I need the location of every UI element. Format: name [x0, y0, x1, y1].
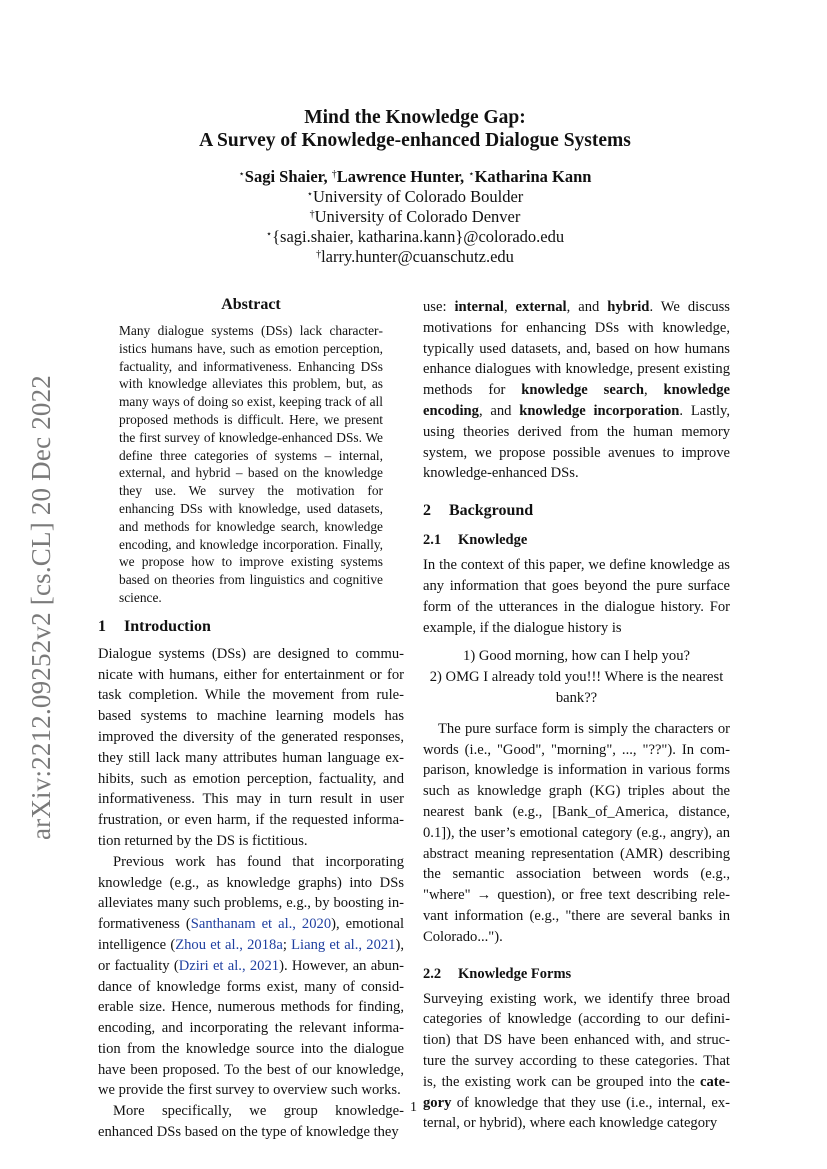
text-run: ;: [282, 936, 292, 953]
author-block: [100, 167, 730, 267]
section-title: Introduction: [124, 617, 211, 635]
section-number: 1: [98, 617, 106, 635]
intro-paragraph-3-continued: [423, 297, 730, 484]
author-kann: Katharina Kann: [474, 167, 592, 186]
affiliation-text: University of Colorado Denver: [314, 207, 521, 226]
text-run: , and: [478, 402, 520, 419]
subsection-number: 2.2: [423, 965, 442, 982]
citation-santhanam[interactable]: Santhanam et al., 2020: [190, 916, 332, 933]
intro-paragraph-2: [98, 852, 404, 1102]
title-line-2: A Survey of Knowledge-enhanced Dialogue Systems: [199, 130, 631, 151]
text-run: , and: [566, 299, 608, 315]
term-knowledge-search: knowledge search: [521, 382, 644, 399]
subsection-title: Knowledge Forms: [458, 965, 572, 982]
arxiv-id: arXiv:2212.09252v2 [cs.CL] 20 Dec 2022: [26, 374, 57, 841]
citation-zhou[interactable]: Zhou et al., 2018a: [175, 936, 283, 953]
section-background-heading: [423, 501, 730, 521]
subsection-knowledge-heading: [423, 531, 730, 549]
affiliation-text: University of Colorado Boulder: [312, 187, 524, 206]
text-run: ,: [643, 382, 664, 399]
subsection-number: 2.1: [423, 532, 442, 549]
subsection-title: Knowledge: [458, 532, 528, 549]
text-run: Surveying existing work, we identify three broad categories of knowledge (according to our definition) that DS have been enhanced with, and structure the survey according to these categories. That is, the existing work can be grouped into the: [423, 990, 730, 1090]
email-text: {sagi.shaier, katharina.kann}@colorado.edu: [272, 227, 565, 246]
subsection-knowledge-forms-heading: [423, 965, 730, 983]
email-text: larry.hunter@cuanschutz.edu: [321, 247, 514, 266]
knowledge-paragraph-1: In the context of this paper, we define knowledge as any information that goes beyond the pure surface form of the utterances in the dialogue history. For example, if the dialogue history is: [423, 557, 730, 636]
star-mark: ⋆: [306, 189, 313, 200]
text-run: use:: [423, 299, 455, 315]
arxiv-stamp: [20, 365, 64, 850]
text-run: ), or factuality (: [98, 936, 404, 974]
email-colorado: [100, 227, 730, 247]
text-run: of knowledge that they use (i.e., internal, external, or hybrid), where each knowledge category: [423, 1094, 730, 1132]
term-knowledge-incorporation: knowledge incorporation: [519, 402, 680, 419]
dialogue-line-2: 2) OMG I already told you!!! Where is the nearest bank??: [429, 669, 724, 706]
term-internal: internal: [454, 299, 504, 315]
term-external: external: [515, 299, 567, 315]
right-column: [423, 297, 730, 1134]
author-hunter: Lawrence Hunter,: [336, 167, 469, 186]
term-hybrid: hybrid: [607, 299, 650, 315]
section-title: Background: [449, 502, 534, 520]
abstract-text: Many dialogue systems (DSs) lack characteristics humans have, such as emotion perception, factuality, and informativeness. Enhancing DSs with knowledge alleviates this problem, but, as many ways of doing so exist, keeping track of all proposed methods is difficult. Here, we present the first survey of knowledge-enhanced DSs. We define three categories of systems – internal, external, and hybrid – based on the knowledge they use. We survey the motivation for enhancing DSs with knowledge, used datasets, and methods for knowledge search, knowledge encoding, and knowledge incorporation. Finally, we propose how to improve existing systems based on theories from linguistics and cognitive science.: [119, 323, 383, 605]
text-run: ), emotional intelligence (: [98, 916, 404, 953]
author-shaier: Sagi Shaier,: [244, 167, 332, 186]
star-mark: ⋆: [265, 229, 273, 240]
intro-paragraph-1: Dialogue systems (DSs) are designed to communicate with humans, either for entertainment or for task completion. While the movement from rule-based systems to machine learning models has improved the diversity of the generated responses, they still lack many attributes human language exhibits, such as emotion perception, factuality, and informativeness. This may in turn result in user frustration, or even harm, if the requested information returned by the DS is fictitious.: [98, 645, 404, 849]
text-run: . Lastly, using theories derived from the human memory system, we propose possible avenues to improve knowledge-enhanced DSs.: [423, 402, 730, 482]
star-mark: ⋆: [468, 169, 475, 180]
text-run: ,: [503, 299, 516, 315]
email-cuanschutz: [100, 247, 730, 267]
text-run: . We discuss motivations for enhancing DSs with knowledge, typically used datasets, and, based on how humans enhance dialogues with knowledge, present existing methods for: [423, 299, 730, 399]
abstract-heading: Abstract: [221, 296, 281, 313]
paper-title: [100, 106, 730, 152]
dialogue-line-1: 1) Good morning, how can I help you?: [463, 648, 690, 665]
author-names: [100, 167, 730, 187]
section-introduction-heading: [98, 617, 404, 637]
affiliation-denver: [100, 207, 730, 227]
title-line-1: Mind the Knowledge Gap:: [304, 107, 526, 128]
dagger-mark: †: [331, 169, 337, 180]
term-knowledge-encoding: knowledge encoding: [423, 382, 730, 419]
left-column: [98, 295, 404, 1143]
intro-paragraph-3: More specifically, we group knowledge-enhanced DSs based on the type of knowledge they: [98, 1103, 404, 1141]
dialogue-example: [423, 646, 730, 708]
affiliation-boulder: [100, 187, 730, 207]
page-number: 1: [410, 1100, 417, 1115]
dagger-mark: †: [309, 209, 315, 220]
star-mark: ⋆: [238, 169, 245, 180]
term-category: category: [423, 1073, 730, 1111]
text-run: ). However, an abundance of knowledge forms exist, many of considerable size. Hence, numerous methods for finding, encoding, and incorporating the relevant information from the knowledge source into the dialogue have been proposed. To the best of our knowledge, we provide the first survey to overview such works.: [98, 957, 404, 1099]
section-number: 2: [423, 502, 431, 520]
citation-dziri[interactable]: Dziri et al., 2021: [178, 957, 280, 974]
knowledge-paragraph-2: The pure surface form is simply the characters or words (i.e., "Good", "morning", ..., "??"). In comparison, knowledge is information in various forms such as knowledge graph (KG) triples about the nearest bank (e.g., [Bank_of_America, distance, 0.1]), the user’s emotional category (e.g., angry), an abstract meaning representation (AMR) describing the semantic association between words (e.g., "where" → question), or free text describing relevant information (e.g., "there are several banks in Colorado...").: [423, 720, 730, 945]
citation-liang[interactable]: Liang et al., 2021: [291, 936, 396, 953]
dagger-mark: †: [316, 249, 322, 260]
text-run: Previous work has found that incorporating knowledge (e.g., as knowledge graphs) into DSs alleviates many such problems, e.g., by boosting informativeness (: [98, 853, 404, 933]
